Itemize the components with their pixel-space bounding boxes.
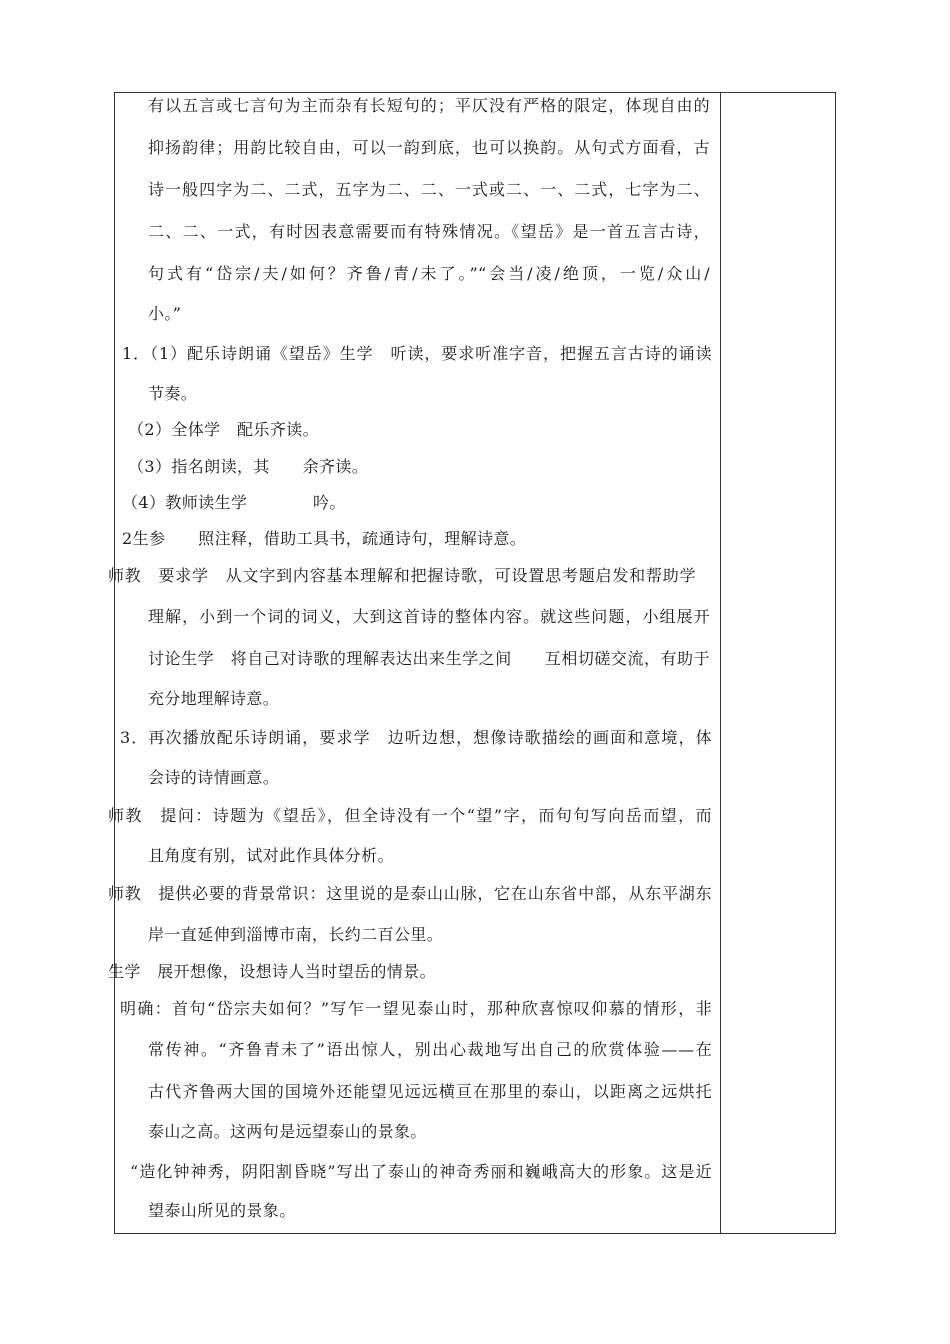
text-line: 泰山之高。这两句是远望泰山的景象。 — [148, 1122, 427, 1141]
text-line: 充分地理解诗意。 — [148, 689, 280, 708]
text-line: “造化钟神秀，阴阳割昏晓”写出了泰山的神奇秀丽和巍峨高大的形象。这是近 — [130, 1162, 712, 1181]
text-line: 句式有“岱宗/夫/如何？齐鲁/青/未了。”“会当/凌/绝顶，一览/众山/ — [148, 264, 710, 283]
text-line: 二、二、一式，有时因表意需要而有特殊情况。《望岳》是一首五言古诗， — [148, 222, 710, 241]
text-line: 小。” — [148, 304, 182, 323]
text-line: 常传神。“齐鲁青未了”语出惊人，别出心裁地写出自己的欣赏体验——在 — [148, 1040, 712, 1059]
text-line: 生学 展开想像，设想诗人当时望岳的情景。 — [108, 962, 437, 981]
text-line: 诗一般四字为二、二式，五字为二、二、一式或二、一、二式，七字为二、 — [148, 180, 710, 199]
table-column-divider — [720, 92, 721, 1234]
text-line: 2生参 照注释，借助工具书，疏通诗句，理解诗意。 — [122, 529, 527, 548]
text-line: 1．（1）配乐诗朗诵《望岳》生学 听读，要求听准字音，把握五言古诗的诵读 — [122, 344, 712, 363]
text-line: 抑扬韵律；用韵比较自由，可以一韵到底，也可以换韵。从句式方面看，古 — [148, 138, 710, 157]
text-line: 会诗的诗情画意。 — [148, 768, 280, 787]
text-line: （3）指名朗读，其 余齐读。 — [128, 457, 369, 476]
text-line: 望泰山所见的景象。 — [148, 1201, 296, 1220]
text-line: （4）教师读生学 吟。 — [122, 493, 346, 512]
text-line: （2）全体学 配乐齐读。 — [128, 420, 319, 439]
text-line: 师教 提供必要的背景常识：这里说的是泰山山脉，它在山东省中部，从东平湖东 — [108, 884, 712, 903]
text-line: 古代齐鲁两大国的国境外还能望见远远横亘在那里的泰山，以距离之远烘托 — [148, 1082, 712, 1101]
text-line: 理解，小到一个词的词义，大到这首诗的整体内容。就这些问题，小组展开 — [148, 607, 710, 626]
text-line: 有以五言或七言句为主而杂有长短句的；平仄没有严格的限定，体现自由的 — [148, 96, 710, 115]
text-line: 师教 提问：诗题为《望岳》，但全诗没有一个“望”字，而句句写向岳而望，而 — [108, 806, 712, 825]
text-line: 岸一直延伸到淄博市南，长约二百公里。 — [148, 925, 444, 944]
text-line: 3．再次播放配乐诗朗诵，要求学 边听边想，想像诗歌描绘的画面和意境，体 — [120, 728, 712, 747]
text-line: 且角度有别，试对此作具体分析。 — [148, 846, 395, 865]
text-line: 明确：首句“岱宗夫如何？”写乍一望见泰山时，那种欣喜惊叹仰慕的情形，非 — [120, 999, 712, 1018]
text-line: 师教 要求学 从文字到内容基本理解和把握诗歌，可设置思考题启发和帮助学 — [108, 566, 696, 585]
text-line: 节奏。 — [148, 384, 198, 403]
text-line: 讨论生学 将自己对诗歌的理解表达出来生学之间 互相切磋交流，有助于 — [148, 649, 710, 668]
